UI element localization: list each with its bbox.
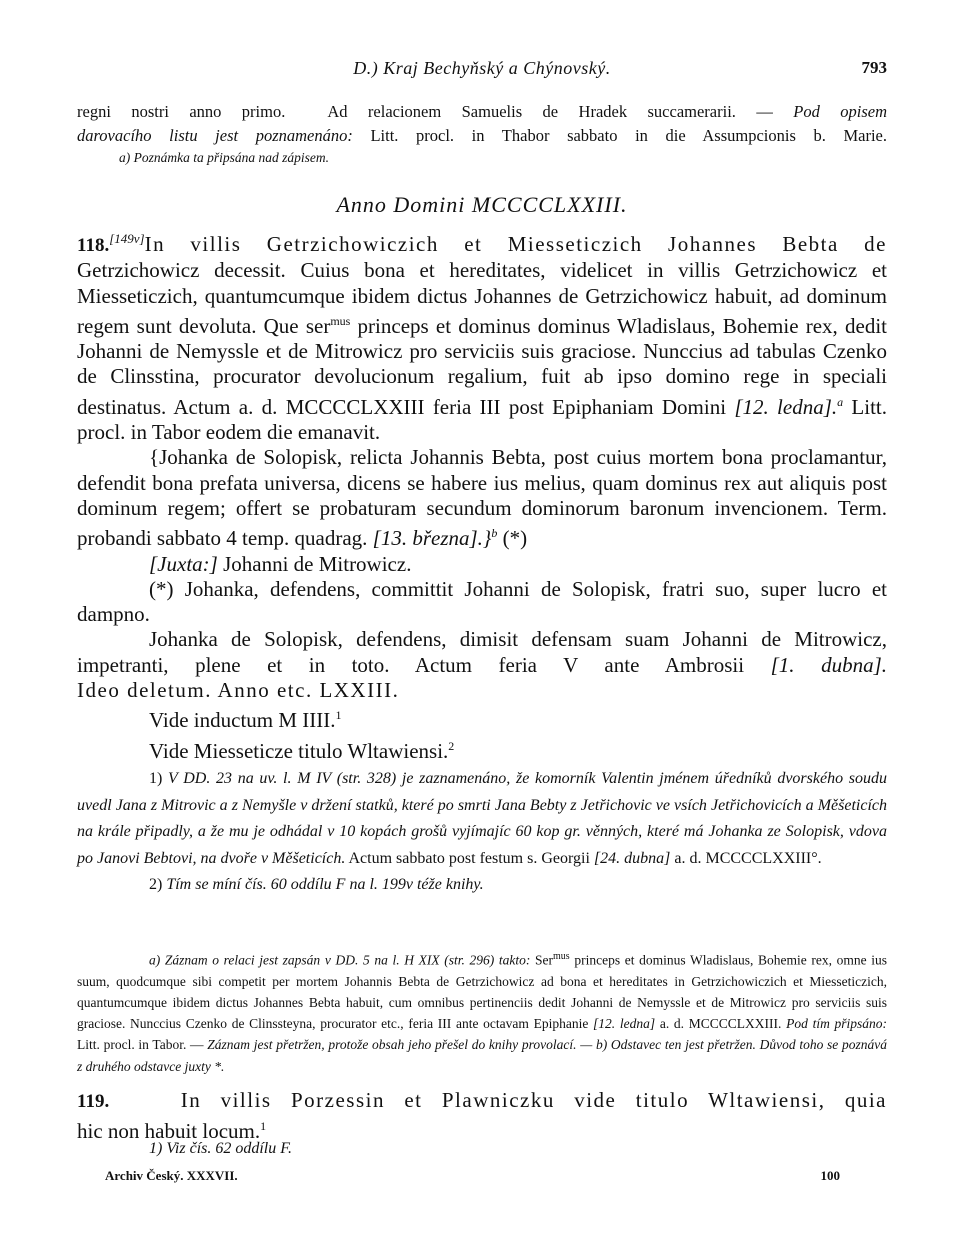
text-span: (*) [497,526,528,551]
text-span: Ad relacionem Samuelis de Hradek succamerarii. — [327,102,773,121]
text-span: a. d. MCCCCLXXIII. [659,1016,782,1032]
text-span: In villis Getrzichowiczich et Miesseticzich Johannes Bebta de [144,232,887,256]
entry-number: 118. [77,235,110,256]
entry-118-crossref-2 [77,734,887,764]
text-span: Tím se míní čís. 60 oddílu F na l. 199v téže knihy. [166,876,484,893]
text-span: Johanni de Mitrowicz. [217,551,412,576]
footnote-mark: 2) [149,876,163,893]
text-span: {Johanka de Solopisk, relicta Johannis Bebta, post cuius mortem bona proclamantur, defendit bona prefata universa, dicens se habere ius melius, quam dominus rex aut aliquis post dominum regem; offert se probaturam secundum dominorum baronum invencionem. Term. probandi sabbato 4 temp. quadrag. [77,445,887,551]
entry-118 [77,226,887,764]
text-span: In villis Porzessin et Plawniczku vide titulo Wltawiensi, quia [180,1088,887,1112]
continuation-block [77,100,887,168]
text-span: Vide inductum M IIII. [149,708,336,733]
text-span: a. d. MCCCCLXXIII°. [674,849,822,867]
entry-118-juxta [77,552,887,577]
text-span: Pod opisem [793,102,887,121]
text-span: Getrzichowicz decessit. Cuius bona et hereditates, videlicet in villis Getrzichowicz et Miesseticzich, quantumcumque ibidem dictus Johannes de Getrzichowicz habuit, ad dominum regem sunt devoluta. Que ser [77,258,887,338]
footnote-marker: 1 [335,708,342,723]
text-span: Johanka de Solopisk, defendens, dimisit defensam suam Johanni de Mitrowicz, impetranti, plene et in toto. Actum feria V ante Ambrosii [77,627,887,677]
entry-118-paragraph-1-first-line [77,226,887,258]
footnotes [77,766,887,899]
text-span: Litt. procl. in Tabor. — [77,1037,204,1053]
text-span: b) Odstavec ten jest přetržen. Důvod toho se poznává z druhého odstavce juxty *. [77,1037,888,1074]
editorial-notes [77,946,887,1077]
text-span: Actum sabbato post festum s. Georgii [348,849,590,867]
text-span: princeps et dominus Wladislaus, Bohemie rex, omne ius suum, quodcumque sibi competit per mortem Johannis Bebta de Getrzichowicz ad bona et hereditates in Getrzichowiczich et Miesseticzich, quantumcumque ibidem dictus Johannes Bebta habuit, cum omnibus pertinenciis dedit Johanni de Nemyssle et de Mitrowicz pro serviciis suis graciose. Nunccius Czenko de Clinssteyna, procurator etc., feria III ante octavam Epiphanie [77,952,887,1032]
continuation-line-2 [77,124,887,148]
running-title: D.) Kraj Bechyňský a Chýnovský. [353,58,611,78]
entry-118-crossref-1 [77,703,887,733]
footer-sheet-number: 100 [820,1168,840,1183]
note-marker: b [491,526,498,541]
text-span: Litt. procl. in Tabor eodem die emanavit. [77,394,888,445]
footnote-marker: 1 [260,1119,267,1133]
text-span: Ser [535,952,554,968]
text-span: Pod tím připsáno: [786,1016,888,1032]
footnote-mark: 1) [149,770,163,787]
text-span: Vide Miesseticze titulo Wltawiensi. [149,738,449,763]
date-italic: [12. ledna] [593,1016,656,1032]
entry-118-paragraph-4: (*) Johanka, defendens, committit Johanni de Solopisk, fratri suo, super lucro et dampno. [77,576,887,627]
text-span: princeps et dominus dominus Wladislaus, Bohemie rex, dedit Johanni de Nemyssle et de Mitrowicz pro serviciis suis graciose. Nunccius ad tabulas Czenko de Clinsstina, procurator devolucionum regalium, fuit ab ipso domino rege in speciali destinatus. Actum a. d. MCCCCLXXIII feria III post Epiphaniam Domini [77,313,887,419]
entry-118-paragraph-1 [77,258,887,445]
footnote-marker: 2 [448,738,455,753]
folio-mark: [149v] [109,231,145,246]
date-italic: [12. ledna]. [734,394,838,419]
editorial-note-a [77,946,887,1077]
page-footer [77,1168,887,1188]
page-number: 793 [861,58,887,77]
text-span: [Juxta:] [149,551,218,576]
note-a: a) Poznámka ta připsána nad zápisem. [119,150,329,165]
entry-118-deletion: Ideo deletum. Anno etc. LXXIII. [77,678,400,703]
note-marker: a [837,394,844,409]
superscript: mus [553,951,570,962]
text-span: hic non habuit locum. [77,1119,261,1143]
text-span: Litt. procl. in Thabor sabbato in die Assumpcionis b. Marie. [370,126,887,145]
footer-signature: Archiv Český. XXXVII. [105,1168,238,1183]
text-span: V DD. 23 na uv. l. M IV (str. 328) je zaznamenáno, že komorník Valentin jménem úředníků dvorského soudu uvedl Jana z Mitrovic a z Nemyšle v držení statků, které po smrti Jana Bebty z Jetřichovic ve vsích Jetřichovicích a Měšeticích na krále připadly, a že mu je odhádal v 10 kopách grošů vyjímajíc 60 kop gr. věnných, které má Johanka ze Solopisk, vdova po Janovi Bebtovi, na dvoře v Měšeticích. [77,770,888,867]
date-italic: [13. března].} [372,526,492,551]
footnote-2 [77,872,887,899]
superscript: mus [330,313,351,328]
entry-118-paragraph-2 [77,445,887,551]
date-italic: [24. dubna] [593,849,671,867]
entry-119 [77,1088,887,1144]
entry-119-footnote: 1) Viz čís. 62 oddílu F. [149,1140,292,1157]
entry-number: 119. [77,1091,110,1112]
continuation-line-1 [77,100,887,124]
date-italic: [1. dubna]. [770,652,887,677]
text-span: darovacího listu jest poznamenáno: [77,126,353,145]
text-span: a) Záznam o relaci jest zapsán v DD. 5 na l. H XIX (str. 296) takto: [149,952,531,968]
entry-119-line-1 [77,1088,887,1114]
entry-118-paragraph-5 [77,627,887,678]
running-head [77,58,887,80]
text-span: regni nostri anno primo. [77,102,286,121]
year-heading: Anno Domini MCCCCLXXIII. [336,192,628,217]
text-span: Záznam jest přetržen, protože obsah jeho přešel do knihy provolací. — [207,1037,593,1053]
footnote-1 [77,766,887,872]
